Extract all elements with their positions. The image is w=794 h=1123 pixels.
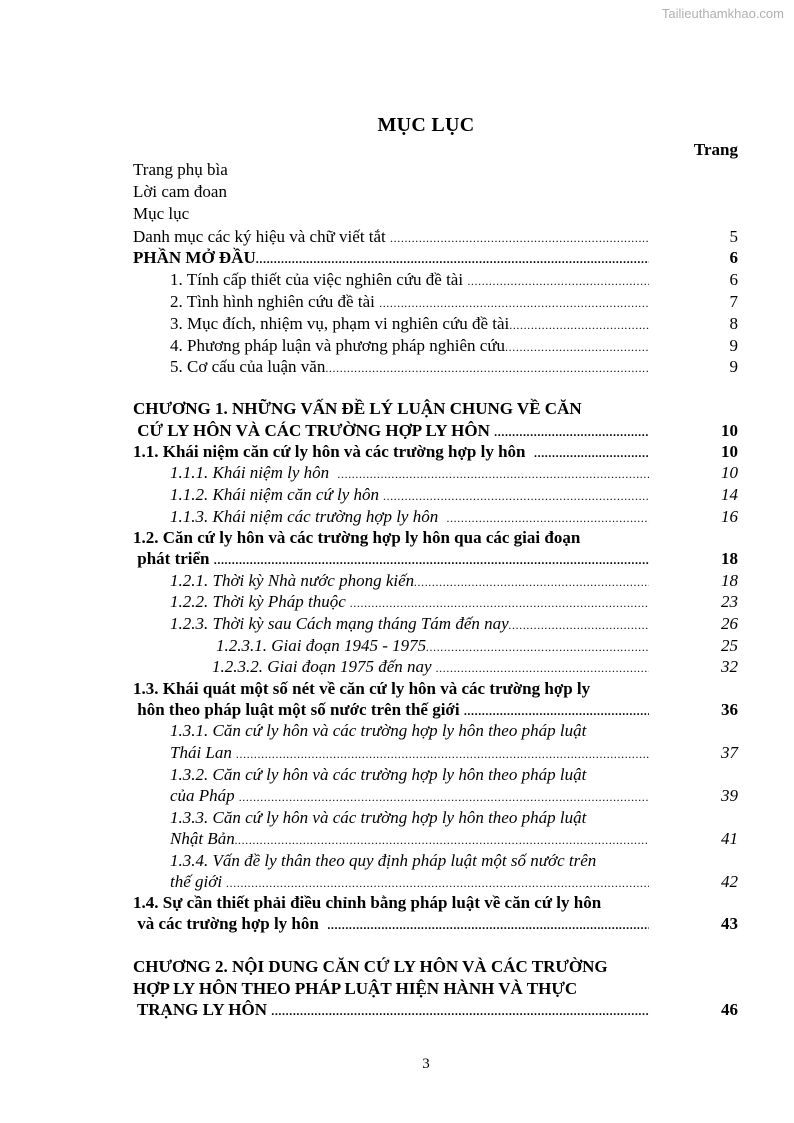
dot-leader [256,249,649,269]
toc-entry-text: TRẠNG LY HÔN [133,1000,272,1019]
toc-entry-l33 [170,872,649,893]
section-heading: 1.2. Căn cứ ly hôn và các trường hợp ly hôn qua các giai đoạn [133,528,581,547]
subsection-heading: 1.3.4. Vấn đề ly thân theo quy định pháp luật một số nước trên [170,851,597,870]
toc-line-l1: Trang phụ bìa [133,160,228,179]
toc-entry-l20 [170,592,649,613]
page-number: 41 [721,829,738,848]
toc-entry-text: thế giới [170,872,227,891]
page-number: 23 [721,592,738,611]
toc-entry-l8 [170,314,649,335]
footer-page-number: 3 [422,1056,430,1072]
chapter-heading: HỢP LY HÔN THEO PHÁP LUẬT HIỆN HÀNH VÀ THỰC [133,979,578,998]
toc-entry-text: PHẦN MỞ ĐẦU [133,248,256,267]
page-column-header: Trang [693,140,738,159]
page-number: 7 [729,292,738,311]
toc-entry-l35 [133,914,649,935]
dot-leader [447,508,649,528]
dot-leader [509,315,649,335]
watermark: Tailieuthamkhao.com [661,6,784,21]
page-title: MỤC LỤC [377,114,475,136]
toc-entry-text: 1.2.3.2. Giai đoạn 1975 đến nay [212,657,436,676]
section-heading: 1.4. Sự cần thiết phải điều chỉnh bằng pháp luật về căn cứ ly hôn [133,893,602,912]
dot-leader [505,337,649,357]
dot-leader [494,422,649,442]
dot-leader [327,915,649,935]
toc-line-l2: Lời cam đoan [133,182,227,201]
dot-leader [214,550,649,570]
toc-line-l3: Mục lục [133,204,190,223]
dot-leader [383,486,649,506]
page-number: 43 [721,914,738,933]
toc-entry-text: phát triển [133,549,214,568]
subsection-heading: 1.3.3. Căn cứ ly hôn và các trường hợp ly hôn theo pháp luật [170,808,587,827]
toc-entry-l15 [170,485,649,506]
toc-entry-l5 [133,248,649,269]
toc-entry-l29 [170,786,649,807]
page-number: 42 [721,872,738,891]
page-number: 8 [729,314,738,333]
dot-leader [509,615,649,635]
toc-entry-text: 1. Tính cấp thiết của việc nghiên cứu đề tài [170,270,468,289]
dot-leader [226,873,649,893]
page-number: 18 [721,571,738,590]
page-number: 6 [729,248,738,267]
dot-leader [271,1001,649,1021]
toc-entry-text: 5. Cơ cấu của luận văn [170,357,326,376]
page-number: 39 [721,786,738,805]
section-heading: 1.3. Khái quát một số nét về căn cứ ly hôn và các trường hợp ly [133,679,591,698]
page-number: 5 [729,227,738,246]
dot-leader [390,228,649,248]
dot-leader [464,701,649,721]
toc-entry-l27 [170,743,649,764]
dot-leader [236,744,649,764]
page-number: 37 [721,743,738,762]
dot-leader [338,464,649,484]
toc-entry-l14 [170,463,649,484]
toc-entry-l31 [170,829,649,850]
toc-entry-text: 1.2.2. Thời kỳ Pháp thuộc [170,592,350,611]
page-number: 18 [721,549,738,568]
toc-entry-l23 [212,657,649,678]
toc-entry-text: 3. Mục đích, nhiệm vụ, phạm vi nghiên cứu đề tài [170,314,510,333]
toc-entry-text: 1.2.3.1. Giai đoạn 1945 - 1975 [216,636,427,655]
toc-entry-l6 [170,270,649,291]
toc-entry-l9 [170,336,649,357]
toc-entry-text: 1.2.3. Thời kỳ sau Cách mạng tháng Tám đến nay [170,614,509,633]
page-number: 32 [721,657,738,676]
subsection-heading: 1.3.1. Căn cứ ly hôn và các trường hợp ly hôn theo pháp luật [170,721,587,740]
page-number: 26 [721,614,738,633]
toc-entry-l19 [170,571,649,592]
page-number: 36 [721,700,738,719]
toc-entry-text: 4. Phương pháp luận và phương pháp nghiên cứu [170,336,506,355]
dot-leader [379,293,649,313]
toc-entry-text: 1.1.2. Khái niệm căn cứ ly hôn [170,485,384,504]
page-number: 16 [721,507,738,526]
page-number: 25 [721,636,738,655]
toc-entry-text: và các trường hợp ly hôn [133,914,328,933]
toc-entry-l18 [133,549,649,570]
toc-entry-text: Danh mục các ký hiệu và chữ viết tắt [133,227,391,246]
toc-entry-text: 1.1.1. Khái niệm ly hôn [170,463,338,482]
toc-entry-l7 [170,292,649,313]
page-number: 10 [721,421,738,440]
dot-leader [239,787,649,807]
toc-entry-l25 [133,700,649,721]
toc-entry-l10 [170,357,649,378]
toc-entry-text: 2. Tình hình nghiên cứu đề tài [170,292,380,311]
toc-entry-l13 [133,442,649,463]
toc-entry-text: 1.1.3. Khái niệm các trường hợp ly hôn [170,507,447,526]
page-number: 46 [721,1000,738,1019]
page-number: 10 [721,442,738,461]
page-number: 10 [721,463,738,482]
toc-entry-text: 1.2.1. Thời kỳ Nhà nước phong kiến [170,571,415,590]
page-number: 9 [729,357,738,376]
toc-entry-text: hôn theo pháp luật một số nước trên thế giới [133,700,464,719]
chapter-heading: CHƯƠNG 1. NHỮNG VẤN ĐỀ LÝ LUẬN CHUNG VỀ CĂN [133,399,582,418]
dot-leader [436,658,649,678]
page-number: 6 [729,270,738,289]
toc-entry-text: Thái Lan [170,743,237,762]
dot-leader [350,593,649,613]
dot-leader [426,637,649,657]
toc-entry-text: Nhật Bản [170,829,235,848]
dot-leader [414,572,649,592]
subsection-heading: 1.3.2. Căn cứ ly hôn và các trường hợp ly hôn theo pháp luật [170,765,587,784]
toc-entry-l22 [216,636,649,657]
dot-leader [235,830,649,850]
toc-entry-l38 [133,1000,649,1021]
dot-leader [325,358,649,378]
page-number: 9 [729,336,738,355]
page-number: 14 [721,485,738,504]
dot-leader [467,271,649,291]
toc-entry-l16 [170,507,649,528]
toc-entry-text: CỨ LY HÔN VÀ CÁC TRƯỜNG HỢP LY HÔN [133,421,495,440]
chapter-heading: CHƯƠNG 2. NỘI DUNG CĂN CỨ LY HÔN VÀ CÁC TRƯỜNG [133,957,608,976]
toc-entry-l4 [133,227,649,248]
dot-leader [534,443,649,463]
toc-entry-text: của Pháp [170,786,239,805]
toc-entry-l21 [170,614,649,635]
toc-entry-text: 1.1. Khái niệm căn cứ ly hôn và các trường hợp ly hôn [133,442,534,461]
toc-entry-l12 [133,421,649,442]
